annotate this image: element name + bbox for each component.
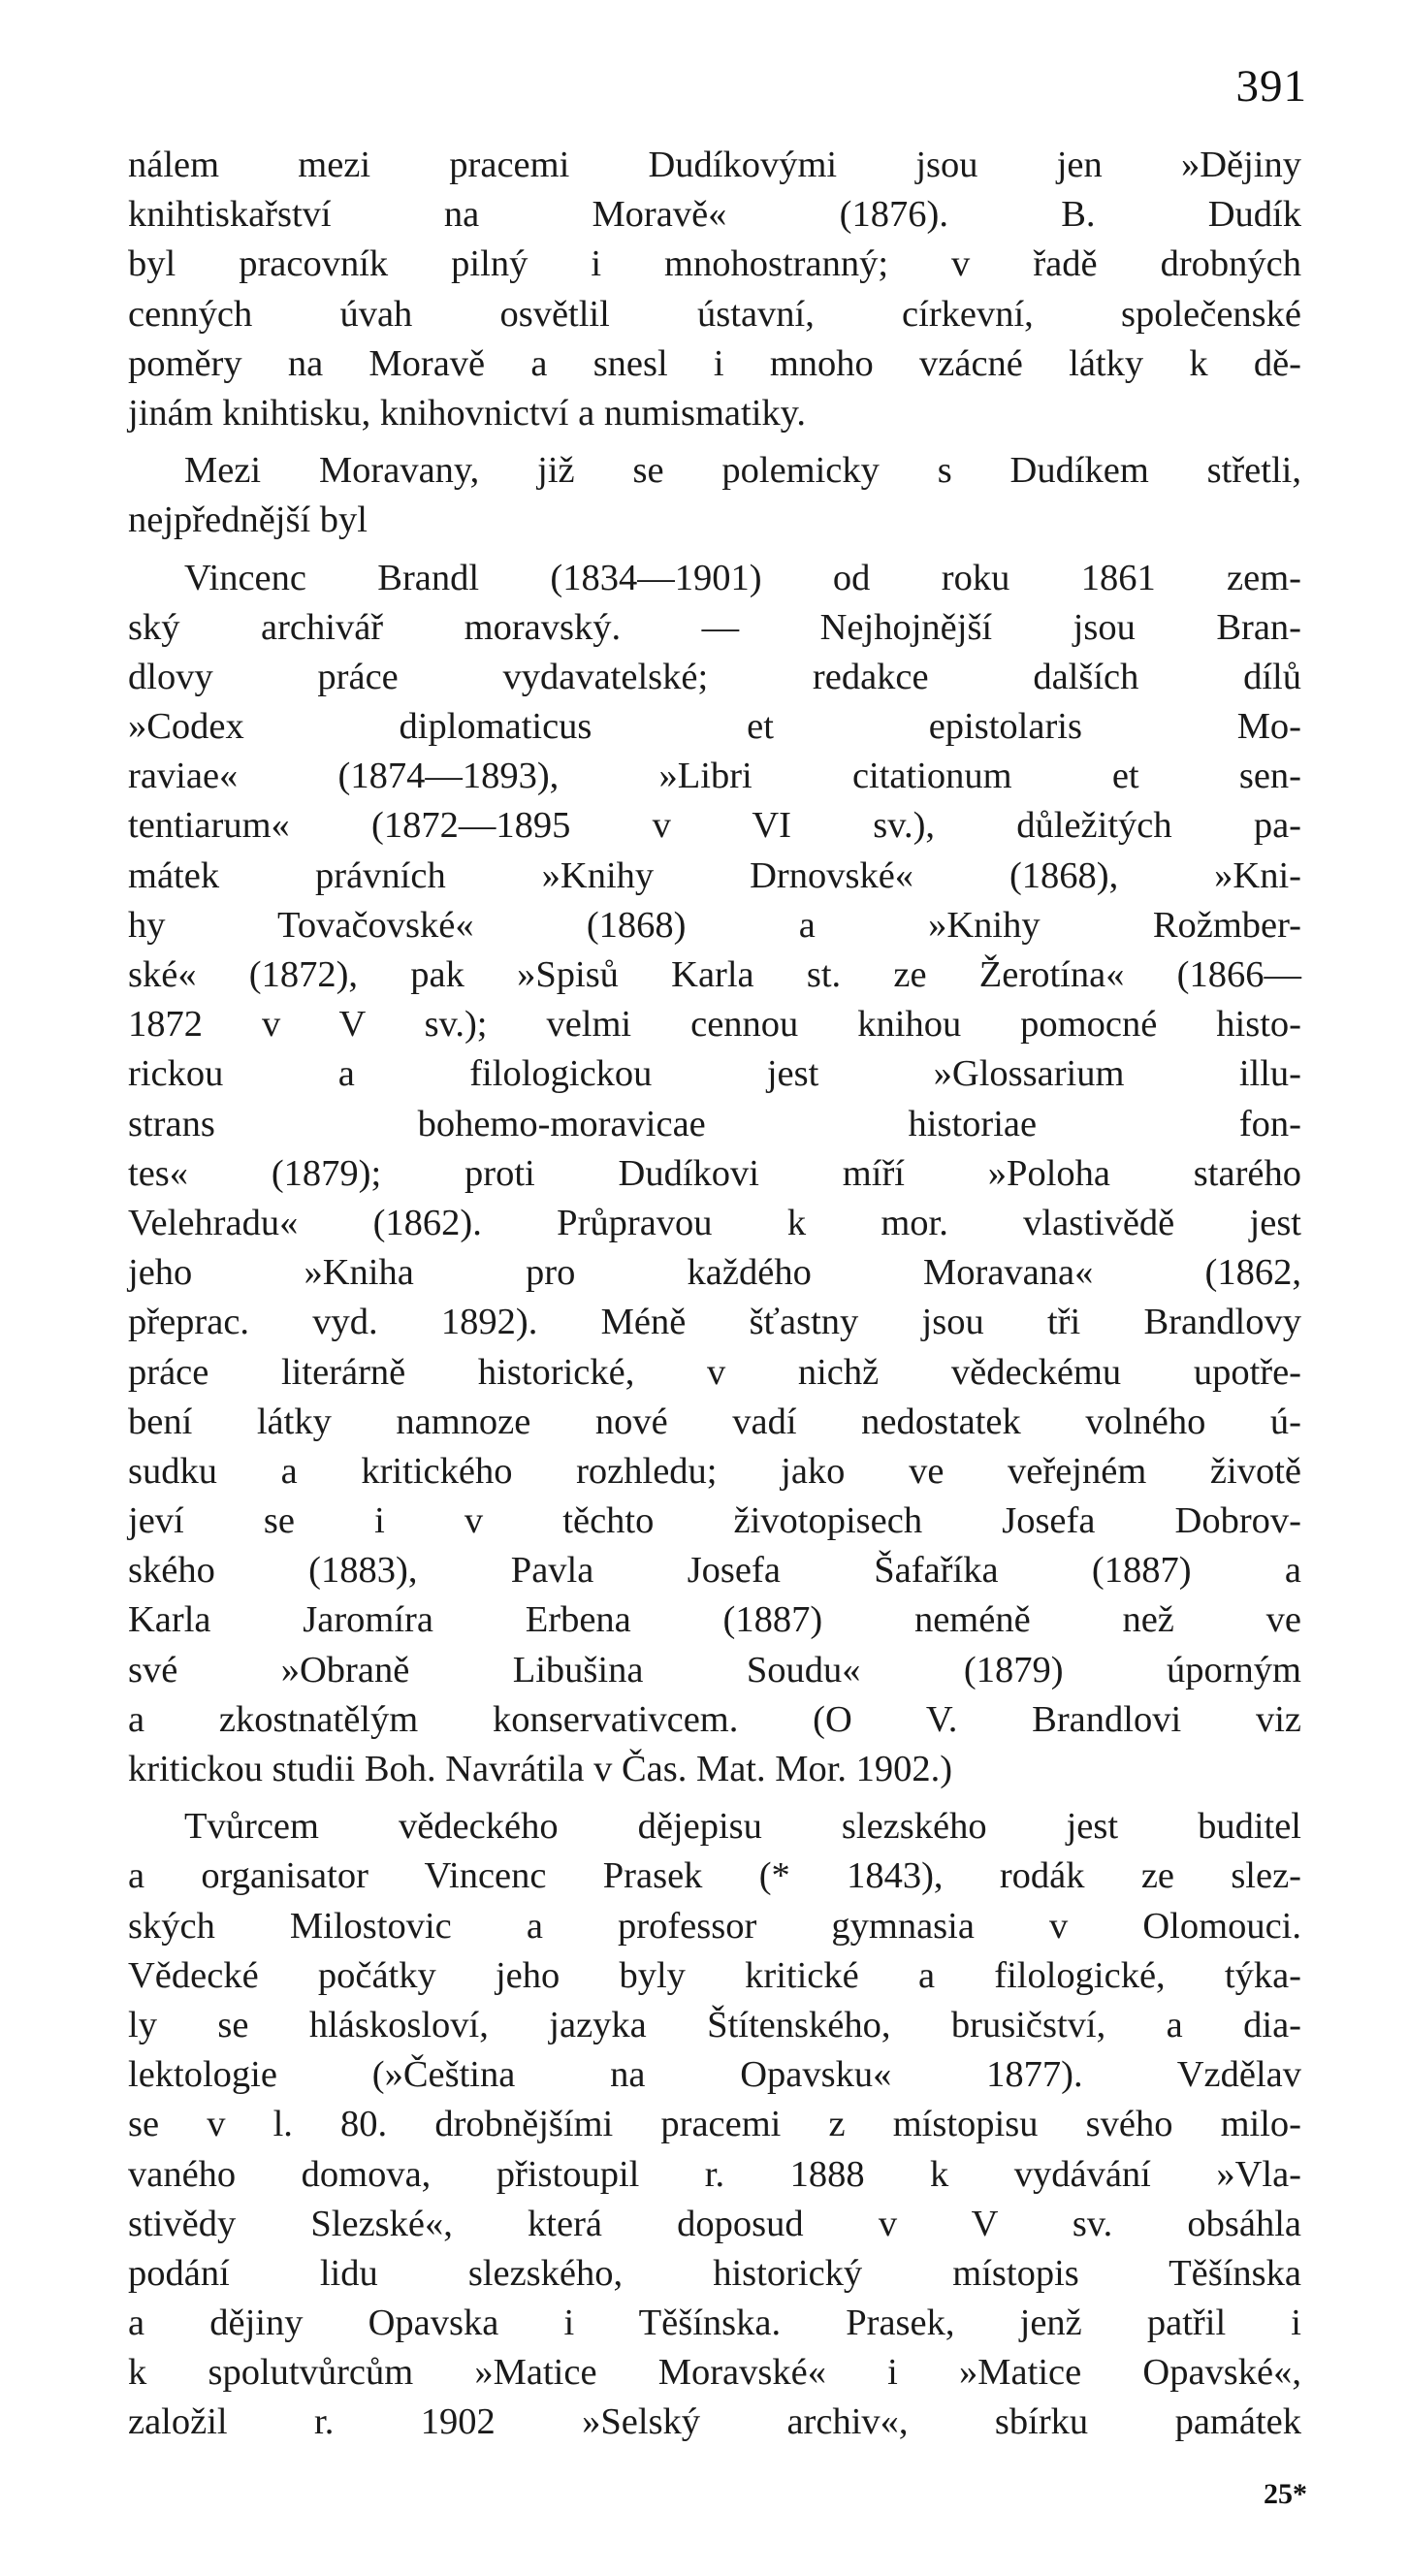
text-line: podání lidu slezského, historický místopis Těšínska — [128, 2252, 1301, 2294]
text-line: své »Obraně Libušina Soudu« (1879) úporným — [128, 1649, 1301, 1690]
text-line: ské« (1872), pak »Spisů Karla st. ze Žerotína« (1866— — [128, 954, 1301, 995]
text-line: knihtiskařství na Moravě« (1876). B. Dudík — [128, 194, 1301, 236]
text-line: strans bohemo-moravicae historiae fon- — [128, 1103, 1301, 1144]
page-number: 391 — [1235, 61, 1307, 112]
text-line: jeho »Kniha pro každého Moravana« (1862, — [128, 1252, 1301, 1294]
text-line: Mezi Moravany, již se polemicky s Dudíkem střetli, — [184, 450, 1301, 492]
text-line: Karla Jaromíra Erbena (1887) neméně než ve — [128, 1599, 1301, 1641]
text-line: sudku a kritického rozhledu; jako ve veřejném životě — [128, 1450, 1301, 1492]
text-line: přeprac. vyd. 1892). Méně šťastny jsou tři Brandlovy — [128, 1302, 1301, 1343]
text-line: lektologie (»Čeština na Opavsku« 1877). Vzdělav — [128, 2054, 1301, 2096]
text-line: Velehradu« (1862). Průpravou k mor. vlastivědě jest — [128, 1202, 1301, 1243]
text-line: byl pracovník pilný i mnohostranný; v řadě drobných — [128, 243, 1301, 285]
text-line: 1872 v V sv.); velmi cennou knihou pomocné histo- — [128, 1004, 1301, 1046]
text-line: jinám knihtisku, knihovnictví a numismatiky. — [128, 392, 807, 434]
text-line: ly se hláskosloví, jazyka Štítenského, brusičství, a dia- — [128, 2004, 1301, 2045]
text-line: a dějiny Opavska i Těšínska. Prasek, jenž patřil i — [128, 2302, 1301, 2344]
text-line: tes« (1879); proti Dudíkovi míří »Poloha starého — [128, 1152, 1301, 1194]
text-line: poměry na Moravě a snesl i mnoho vzácné látky k dě- — [128, 342, 1301, 384]
text-line: ských Milostovic a professor gymnasia v Olomouci. — [128, 1905, 1301, 1947]
printer-signature: 25* — [1264, 2478, 1307, 2510]
text-line: kritickou studii Boh. Navrátila v Čas. Mat. Mor. 1902.) — [128, 1749, 953, 1789]
text-line: Vincenc Brandl (1834—1901) od roku 1861 zem- — [184, 557, 1301, 598]
text-line: a organisator Vincenc Prasek (* 1843), rodák ze slez- — [128, 1855, 1301, 1897]
text-line: Tvůrcem vědeckého dějepisu slezského jest buditel — [184, 1806, 1301, 1848]
text-line: rickou a filologickou jest »Glossarium illu- — [128, 1053, 1301, 1095]
text-line: hy Tovačovské« (1868) a »Knihy Rožmber- — [128, 904, 1301, 946]
text-line: jeví se i v těchto životopisech Josefa Dobrov- — [128, 1500, 1301, 1542]
text-line: nálem mezi pracemi Dudíkovými jsou jen »Dějiny — [128, 145, 1301, 185]
text-line: bení látky namnoze nové vadí nedostatek volného ú- — [128, 1401, 1301, 1442]
text-line: Vědecké počátky jeho byly kritické a filologické, týka- — [128, 1954, 1301, 1996]
text-line: tentiarum« (1872—1895 v VI sv.), důležitých pa- — [128, 805, 1301, 847]
text-line: práce literárně historické, v nichž vědeckému upotře- — [128, 1351, 1301, 1393]
text-line: ský archivář moravský. — Nejhojnější jsou Bran- — [128, 606, 1301, 648]
body-text — [128, 141, 1301, 2448]
text-line: raviae« (1874—1893), »Libri citationum et sen- — [128, 756, 1301, 797]
text-line: mátek právních »Knihy Drnovské« (1868), »Kni- — [128, 854, 1301, 896]
text-line: a zkostnatělým konservativcem. (O V. Brandlovi viz — [128, 1698, 1301, 1740]
text-line: založil r. 1902 »Selský archiv«, sbírku památek — [128, 2401, 1301, 2443]
text-line: cenných úvah osvětlil ústavní, církevní, společenské — [128, 293, 1301, 335]
text-line: »Codex diplomaticus et epistolaris Mo- — [128, 706, 1301, 748]
text-line: k spolutvůrcům »Matice Moravské« i »Matice Opavské«, — [128, 2352, 1301, 2394]
text-line: se v l. 80. drobnějšími pracemi z místopisu svého milo- — [128, 2104, 1301, 2145]
text-line: stivědy Slezské«, která doposud v V sv. obsáhla — [128, 2203, 1301, 2244]
text-line: nejpřednější byl — [128, 499, 368, 541]
text-line: ského (1883), Pavla Josefa Šafaříka (1887) a — [128, 1550, 1301, 1592]
text-line: vaného domova, přistoupil r. 1888 k vydávání »Vla- — [128, 2153, 1301, 2195]
text-line: dlovy práce vydavatelské; redakce dalších dílů — [128, 656, 1301, 697]
